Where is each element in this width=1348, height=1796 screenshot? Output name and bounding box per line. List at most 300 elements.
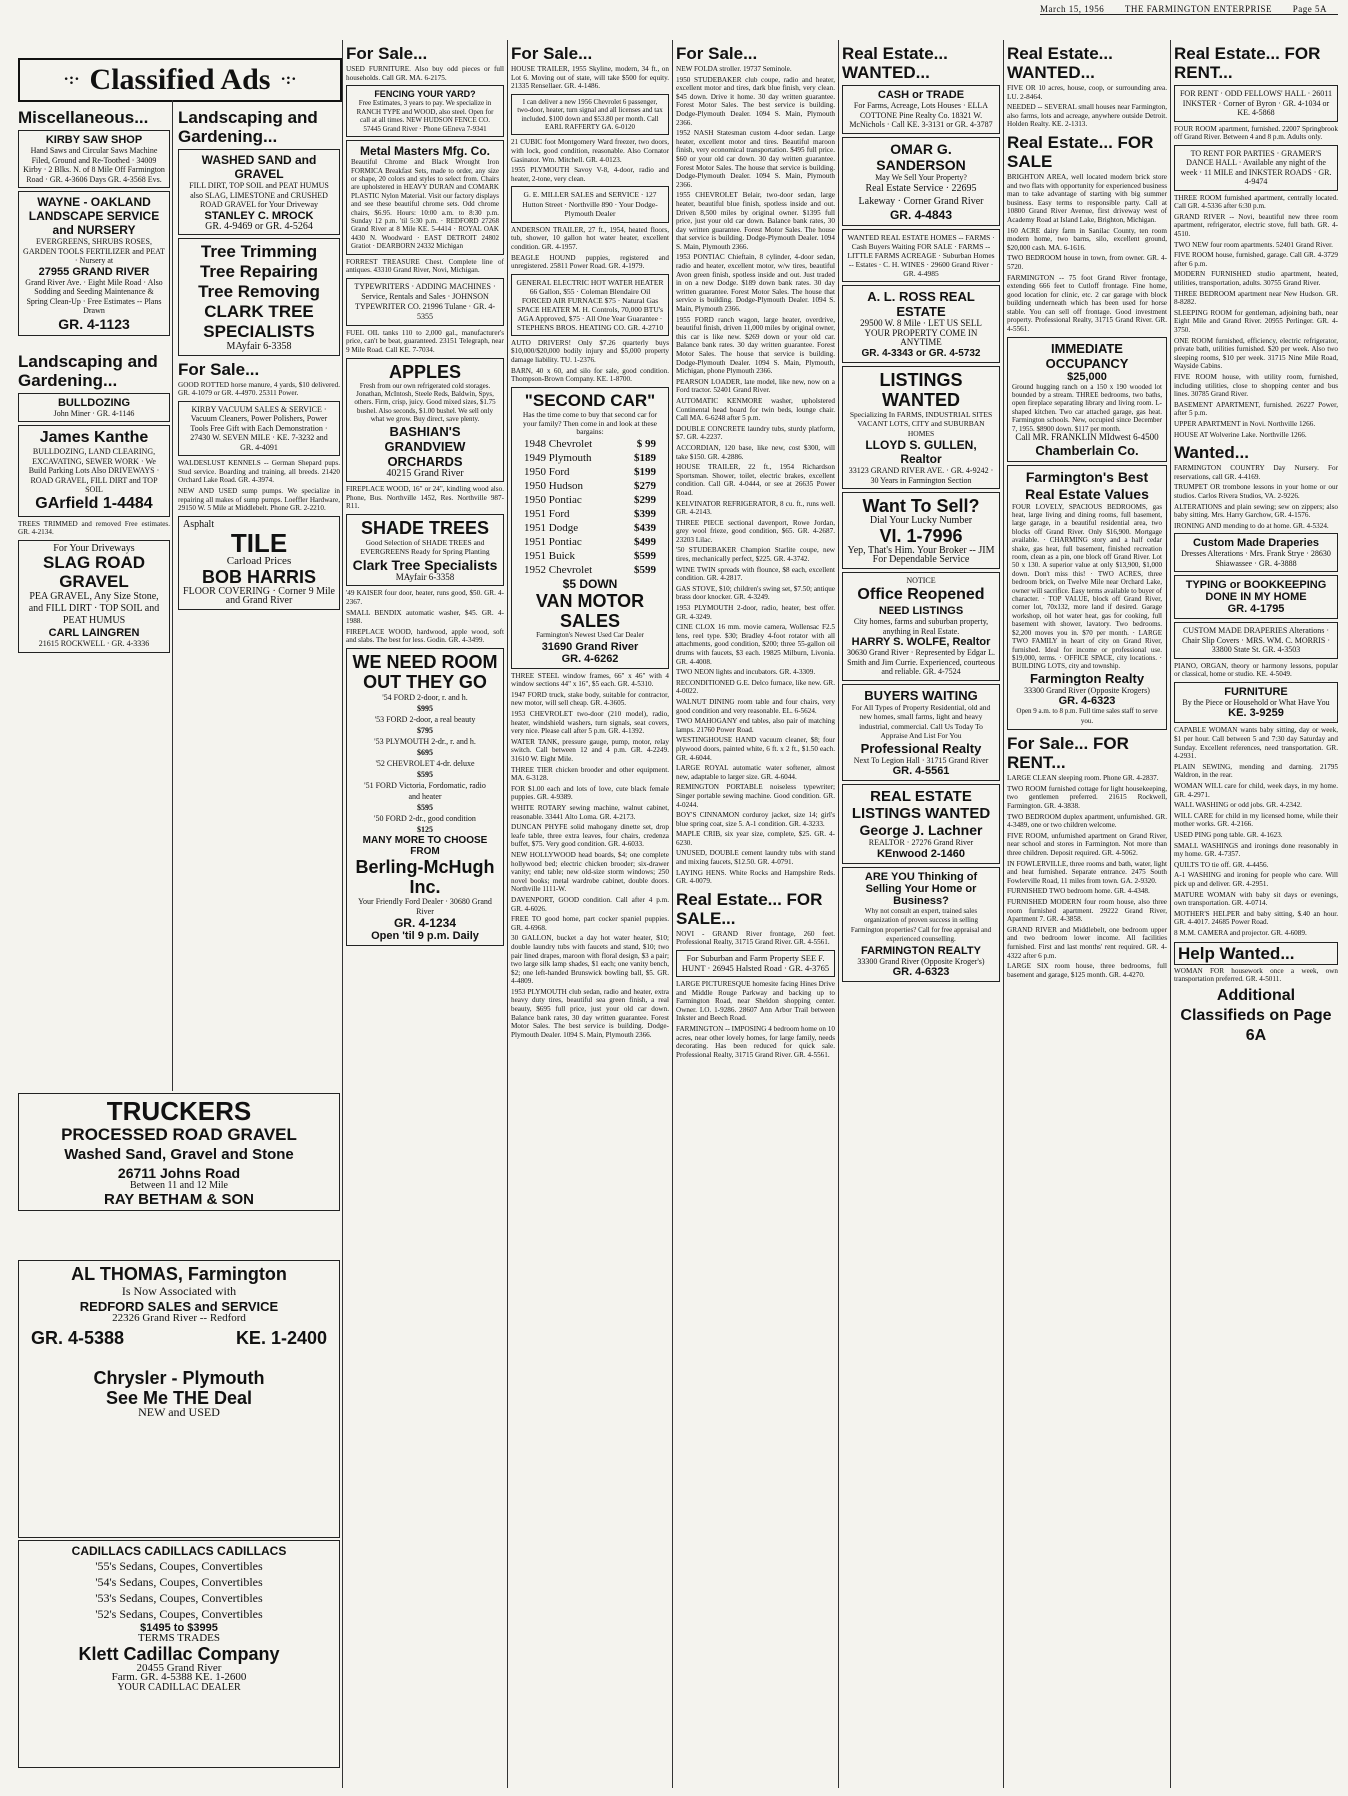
four-room-ad: FOUR ROOM apartment, furnished. 22007 Springbrook off Grand River. Between 4 and 8 p.m. Adults only. bbox=[1174, 124, 1338, 142]
truckers-address: 26711 Johns Road bbox=[117, 1165, 241, 1181]
column-rule bbox=[507, 40, 508, 1788]
dial: Dial Your Lucky Number bbox=[869, 515, 973, 526]
column-rule bbox=[342, 40, 343, 1788]
car-name: '53 PLYMOUTH 2-dr., r. and h. bbox=[374, 737, 476, 746]
metal-title: Metal Masters Mfg. Co. bbox=[359, 144, 491, 159]
cinnamon-ad: BOY'S CINNAMON corduroy jacket, size 14; girl's blue spring coat, size 5. A-1 condition. GR. 4-3233. bbox=[676, 811, 835, 828]
cine-clox-ad: CINE CLOX 16 mm. movie camera, Wollensac F2.5 lens, reel type. $30; Bradley 4-foot rotator with all attachments, good condition, $200; three 55-gallon oil drums with faucets, $3 each. 19825 Milburn, Livonia. GR. 4-4008. bbox=[676, 623, 835, 666]
spaniel-ad: FREE TO good home, part cocker spaniel puppies. GR. 4-6968. bbox=[511, 915, 669, 932]
mothers-helper-ad: MOTHER'S HELPER and baby sitting, $.40 an hour. GR. 4-4017. 24685 Power Road. bbox=[1174, 909, 1338, 927]
header-page: Page 5A bbox=[1292, 4, 1328, 14]
kenmore-ad: AUTOMATIC KENMORE washer, upholstered Continental head board for twin beds, lounge chair. Call MA. 6-6248 after 5 p.m. bbox=[676, 396, 835, 423]
cash-body: For Farms, Acreage, Lots Houses · ELLA COTTONE Pine Realty Co. 18321 W. McNichols · Call KE. 3-3131 or GR. 4-3787 bbox=[849, 101, 993, 129]
thomas-see-me: See Me THE Deal bbox=[105, 1387, 253, 1408]
car-row bbox=[516, 521, 664, 535]
remington-ad: REMINGTON PORTABLE noiseless typewriter; Singer portable sewing machine. Good condition. GR. 4-0244. bbox=[676, 783, 835, 809]
frontage-ad: FARMINGTON -- 75 foot Grand River frontage, extending 666 feet to Cutloff frontage. Fine home, good location for clinic, etc. 2 car garage with block building underneath which has been used for horse stable. You can sell off frontage. Good investment property. Professional Realty, 31715 Grand River. GR. 4-5561. bbox=[1007, 273, 1167, 334]
column-4 bbox=[511, 40, 669, 1788]
upper-ad: UPPER APARTMENT in Novi. Northville 1266. bbox=[1174, 419, 1316, 428]
car-name: '51 FORD Victoria, Fordomatic, radio and heater bbox=[364, 781, 486, 801]
best-phone: GR. 4-6323 bbox=[1058, 695, 1116, 708]
column-2 bbox=[178, 104, 340, 1089]
header-date: March 15, 1956 bbox=[1040, 4, 1105, 14]
needed-ad: NEEDED -- SEVERAL small houses near Farmington, also farms, lots and acreage, anywhere outside Detroit. Holden Realty. KE. 2-1313. bbox=[1007, 103, 1167, 129]
bashian-address: 40215 Grand River bbox=[386, 467, 464, 479]
furniture-title: FURNITURE bbox=[1224, 685, 1288, 698]
car-price: $199 bbox=[634, 466, 656, 479]
truckers-line1: PROCESSED ROAD GRAVEL bbox=[61, 1125, 297, 1144]
trumpet-ad: TRUMPET OR trombone lessons in your home or our studios. Carlos Rivera Studios, VA. 2-9226. bbox=[1174, 483, 1338, 500]
brooder-ad: THREE TIER chicken brooder and other equipment. MA. 6-3128. bbox=[511, 765, 669, 783]
miller-body: G. E. MILLER SALES and SERVICE · 127 Hutton Street · Northville 890 · Your Dodge-Plymouth Dealer bbox=[522, 190, 658, 219]
car-name: 1951 Pontiac bbox=[524, 536, 582, 549]
cadillac-line-53: '53's Sedans, Coupes, Convertibles bbox=[95, 1591, 263, 1605]
three-bedroom-ad: THREE BEDROOM apartment near New Hudson. GR. 8-8282. bbox=[1174, 289, 1338, 307]
column-rule bbox=[172, 100, 173, 1091]
column-7 bbox=[1007, 40, 1167, 1788]
draperies-body: Dresses Alterations · Mrs. Frank Strye · 28630 Shiawassee · GR. 4-3888 bbox=[1181, 549, 1331, 568]
car-name: '54 FORD 2-door, r. and h. bbox=[382, 693, 468, 702]
fowlerville-ad: IN FOWLERVILLE, three rooms and bath, water, light and heat furnished. Separate entrance. 2475 South Fowlerville Road, 11 miles from town. GA. 2-9320. bbox=[1007, 859, 1167, 885]
cadillac-price: $1495 to $3995 bbox=[140, 1622, 218, 1634]
clark2-phone: MAyfair 6-3358 bbox=[395, 571, 455, 582]
studebaker-ad: 1950 STUDEBAKER club coupe, radio and heater, excellent motor and tires, dark blue finish, very clean. $45 down. Drive it home. 30 day written guarantee. Forest Motor Sales. The best service is building. Dodge-Plymouth Dealer. 1094 S. Main, Plymouth 2366. bbox=[676, 75, 835, 127]
typewriters-ad bbox=[346, 278, 504, 326]
slag-address: 21615 ROCKWELL · GR. 4-3336 bbox=[38, 639, 150, 649]
car-price: $995 bbox=[417, 704, 433, 713]
buyers-ad bbox=[842, 684, 1000, 782]
kanthe-ad bbox=[18, 425, 170, 517]
hunt-ad bbox=[676, 950, 835, 977]
page-header bbox=[1040, 4, 1338, 15]
prof-body: Next To Legion Hall · 31715 Grand River bbox=[853, 755, 989, 765]
slag-body: PEA GRAVEL, Any Size Stone, and FILL DIRT · TOP SOIL and PEAT HUMUS bbox=[28, 591, 160, 627]
thomas-gr-phone: GR. 4-5388 bbox=[31, 1327, 125, 1348]
car-row bbox=[516, 465, 664, 479]
column-3 bbox=[346, 40, 504, 1788]
sanderson-body: Real Estate Service · 22695 Lakeway · Corner Grand River bbox=[858, 183, 984, 207]
section-for-sale-rent: For Sale... FOR RENT... bbox=[1007, 734, 1129, 773]
prof-name: Professional Realty bbox=[860, 740, 982, 756]
farm-realty-phone: GR. 4-6323 bbox=[892, 966, 950, 978]
woman-care-ad: WOMAN WILL care for child, week days, in my home. GR. 4-2971. bbox=[1174, 782, 1338, 799]
car-row bbox=[351, 692, 499, 714]
truckers-title: TRUCKERS bbox=[106, 1096, 252, 1126]
tree-removing: Tree Removing bbox=[198, 282, 320, 301]
header-paper: THE FARMINGTON ENTERPRISE bbox=[1124, 4, 1273, 14]
custom-body: CUSTOM MADE DRAPERIES Alterations · Chair Slip Covers · MRS. WM. C. MORRIS · 33800 State St. GR. 4-3503 bbox=[1181, 626, 1331, 655]
lachner-body: REALTOR · 27276 Grand River bbox=[868, 838, 974, 847]
cash-or-trade-ad bbox=[842, 85, 1000, 134]
car-row bbox=[516, 479, 664, 493]
ping-pong-ad: USED PING pong table. GR. 4-1623. bbox=[1174, 831, 1283, 839]
clark-phone: MAyfair 6-3358 bbox=[226, 341, 292, 352]
car-row bbox=[516, 535, 664, 549]
dairy-farm-ad: 160 ACRE dairy farm in Sanilac County, ten room modern home, two barns, silo, excellent ground, $20,000 cash. MA. 6-1616. bbox=[1007, 226, 1167, 252]
ford-47-ad: 1947 FORD truck, stake body, suitable for contractor, new motor, will sell cheap. GR. 4-3605. bbox=[511, 690, 669, 708]
chev-53-ad: 1953 CHEVROLET two-door (210 model), radio, heater, windshield washers, turn signals, seat covers, very nice. Please call after 5 p.m. GR. 4-1392. bbox=[511, 710, 669, 736]
fencing-ad bbox=[346, 85, 504, 137]
need-body: City homes, farms and suburban property, anything in Real Estate. bbox=[853, 617, 989, 636]
odd-fellows-ad bbox=[1174, 85, 1338, 122]
room-title: WE NEED ROOM OUT THEY GO bbox=[352, 652, 498, 692]
column-8 bbox=[1174, 40, 1338, 1788]
immediate-occupancy: IMMEDIATE OCCUPANCY bbox=[1045, 340, 1129, 371]
wayne-title: WAYNE - OAKLAND LANDSCAPE SERVICE and NURSERY bbox=[28, 195, 160, 237]
cadillac-dealer: YOUR CADILLAC DEALER bbox=[117, 1681, 241, 1693]
studebaker-50-ad: '50 STUDEBAKER Champion Starlite coupe, new tires, mechanically perfect, $225. GR. 4-3742. bbox=[676, 546, 835, 564]
car-name: 1950 Hudson bbox=[524, 480, 583, 493]
fuel-oil-ad: FUEL OIL tanks 110 to 2,000 gal., manufacturer's price, can't be beat, guaranteed. 23151 Telegraph, near 9 Mile Road. Call KE. 7-7034. bbox=[346, 328, 504, 355]
wayne-oakland-ad bbox=[18, 191, 170, 336]
kaiser-ad: '49 KAISER four door, heater, runs good, $50. GR. 4-2367. bbox=[346, 589, 504, 607]
title-star-left-icon: ·:· bbox=[63, 71, 80, 88]
section-re-sale-7: Real Estate... FOR SALE bbox=[1007, 132, 1154, 171]
best-values-ad bbox=[1007, 465, 1167, 731]
car-row bbox=[351, 714, 499, 736]
imposing-ad: FARMINGTON -- IMPOSING 4 bedroom home on 10 acres, near other lovely homes, for large family, needs decorating. Has been reduced for quick sale. Professional Realty, 31715 Grand River. GR. 4-5561. bbox=[676, 1025, 835, 1059]
trailer-22-ad: HOUSE TRAILER, 22 ft., 1954 Richardson Sportsman. Shower, toilet, electric brakes, excellent condition. Call GR. 4-0444, or see at 26635 Power Road. bbox=[676, 463, 835, 497]
ross-name: A. L. ROSS REAL ESTATE bbox=[867, 289, 975, 319]
mature-woman-ad: MATURE WOMAN with baby sit days or evenings, own transportation. GR. 4-0714. bbox=[1174, 890, 1338, 908]
office-reopened: Office Reopened bbox=[857, 586, 985, 603]
car-price: $125 bbox=[417, 825, 433, 834]
kirby-title: KIRBY SAW SHOP bbox=[45, 134, 143, 146]
unused-tubs-ad: UNUSED, DOUBLE cement laundry tubs with stand and mixing faucets, $12.50. GR. 4-0791. bbox=[676, 849, 835, 867]
are-you-title: ARE YOU Thinking of Selling Your Home or Business? bbox=[864, 870, 978, 907]
help-wanted-ad: WOMAN FOR housework once a week, own transportation preferred. GR. 4-5011. bbox=[1174, 966, 1338, 984]
thomas-line2: REDFORD SALES and SERVICE bbox=[79, 1299, 279, 1314]
novi-apt-ad: GRAND RIVER -- Novi, beautiful new three room apartment, refrigerator, electric stove, full bath. GR. 4-4510. bbox=[1174, 212, 1338, 239]
duplex-ad: TWO BEDROOM duplex apartment, unfurnished. GR. 4-3489, one or two children welcome. bbox=[1007, 812, 1167, 830]
car-name: '50 FORD 2-dr., good condition bbox=[374, 814, 476, 823]
thomas-address: 22326 Grand River -- Redford bbox=[112, 1312, 246, 1324]
miner-name: John Miner · GR. 4-1146 bbox=[53, 408, 135, 418]
gullen-name: LLOYD S. GULLEN, Realtor bbox=[865, 438, 977, 466]
ross-ad bbox=[842, 285, 1000, 363]
three-room-ad: THREE ROOM furnished apartment, centrally located. Call GR. 4-5336 after 6:30 p.m. bbox=[1174, 193, 1338, 211]
car-price: $595 bbox=[417, 803, 433, 812]
bashian-name: BASHIAN'S GRANDVIEW ORCHARDS bbox=[384, 423, 466, 469]
gas-stove-ad: GAS STOVE, $10; children's swing set, $7.50; antique brass door knocker. GR. 4-3249. bbox=[676, 584, 835, 602]
five-room-ad: FIVE ROOM, unfurnished apartment on Grand River, near school and stores in Farmington. Not more than three children. Deposit required. GR. 4-5062. bbox=[1007, 831, 1167, 857]
thomas-chrysler: Chrysler - Plymouth bbox=[93, 1367, 265, 1388]
chamberlain-name: Chamberlain Co. bbox=[1035, 442, 1139, 458]
thomas-phones bbox=[23, 1324, 335, 1352]
nursery-ad: FARMINGTON COUNTRY Day Nursery. For reservations, call GR. 4-4169. bbox=[1174, 464, 1338, 481]
typing-ad bbox=[1174, 575, 1338, 619]
berling-name: Berling-McHugh Inc. bbox=[355, 857, 495, 897]
bendix-ad: SMALL BENDIX automatic washer, $45. GR. 4-1988. bbox=[346, 608, 504, 626]
car-row bbox=[351, 780, 499, 813]
chamberlain-ad bbox=[1007, 337, 1167, 462]
car-name: '52 CHEVROLET 4-dr. deluxe bbox=[375, 759, 475, 768]
fireplace-wood-ad: FIREPLACE WOOD, 16" or 24", kindling wood also. Phone, Bus. Northville 1452, Res. Northville 987-R11. bbox=[346, 485, 504, 511]
wayne-more: Grand River Ave. · Eight Mile Road · Also Sodding and Seeding Maintenance & Spring Clean-Up · Free Estimates -- Plans Drawn bbox=[25, 277, 163, 315]
imm-body: Ground hugging ranch on a 150 x 190 wooded lot bounded by a stream. THREE bedrooms, two baths, open fireplace separating library and living room. L-shaped kitchen. Two car attached garage, gas heat. Farmington schools. New, occupied since December 7, 1955. $8900 down. $117 per month. bbox=[1012, 382, 1162, 433]
kanthe-phone: GArfield 1-4484 bbox=[35, 494, 153, 512]
five-room-house-ad: FIVE ROOM house, furnished, garage. Call GR. 4-3729 after 6 p.m. bbox=[1174, 251, 1338, 268]
slag-title: SLAG ROAD GRAVEL bbox=[43, 553, 145, 592]
studio-ad: MODERN FURNISHED studio apartment, heated, utilities, transportation, adults. 30755 Grand River. bbox=[1174, 270, 1338, 288]
kanthe-body: BULLDOZING, LAND CLEARING, EXCAVATING, SEWER WORK · We Build Parking Lots Also DRIVEWAYS · ROAD GRAVEL, FILL DIRT and TOP SOIL bbox=[28, 447, 160, 494]
kanthe-name: James Kanthe bbox=[39, 429, 149, 446]
second-car-list bbox=[516, 437, 664, 577]
van-motor-sales: VAN MOTOR SALES bbox=[535, 591, 645, 632]
loader-ad: PEARSON LOADER, late model, like new, now on a Ford tractor. 52401 Grand River. bbox=[676, 377, 835, 395]
car-name: 1950 Pontiac bbox=[524, 494, 582, 507]
typing-phone: GR. 4-1795 bbox=[1227, 603, 1285, 616]
neon-ad: TWO NEON lights and incubators. GR. 4-3309. bbox=[676, 668, 816, 677]
bob-body: FLOOR COVERING · Corner 9 Mile and Grand River bbox=[183, 585, 335, 607]
alterations-ad: ALTERATIONS and plain sewing; sew on zippers; also baby sitting. Mrs. Harry Garchow, GR. 4-1576. bbox=[1174, 502, 1338, 520]
two-new-ad: TWO NEW four room apartments. 52401 Grand River. bbox=[1174, 240, 1333, 249]
wall-washing-ad: WALL WASHING or odd jobs. GR. 4-2342. bbox=[1174, 801, 1302, 810]
car-price: $795 bbox=[417, 726, 433, 735]
freezer-ad: 21 CUBIC foot Montgomery Ward freezer, two doors, with lock, good condition, reasonable. Also Cornator Gasinator. Wm. Mitchell. GR. 4-0123. bbox=[511, 138, 669, 164]
kirby-vacuum-ad bbox=[178, 401, 340, 457]
camera-ad: 8 M.M. CAMERA and projector. GR. 4-6089. bbox=[1174, 928, 1307, 937]
homesite-ad: LARGE PICTURESQUE homesite facing Hines Drive and Middle Rouge Parkway and backing up to Farmington Road, near Sheldon shopping center. Owner. LO. 1-9286. 28607 Ann Arbor Trail between Inkster and Beech Road. bbox=[676, 980, 835, 1023]
kirby-body: Hand Saws and Circular Saws Machine Filed, Ground and Re-Toothed · 34009 Kirby · 2 Blks. N. of 8 Mile Off Farmington Road · GR. 4-3606 Days GR. 4-3568 Evs. bbox=[23, 146, 165, 184]
draperies-title: Custom Made Draperies bbox=[1193, 537, 1319, 550]
mahogany-ad: TWO MAHOGANY end tables, also pair of matching lamps. 21760 Power Road. bbox=[676, 717, 835, 734]
car-row bbox=[516, 563, 664, 577]
accordion-ad: ACCORDIAN, 120 base, like new, cost $300, will take $150. GR. 4-2886. bbox=[676, 443, 835, 461]
thomas-title: AL THOMAS, Farmington bbox=[71, 1264, 287, 1284]
wine-spreads-ad: WINE TWIN spreads with flounce, $8 each, excellent condition. GR. 4-2817. bbox=[676, 565, 835, 583]
wayne-phone: GR. 4-1123 bbox=[58, 315, 130, 332]
gullen-body: 33123 GRAND RIVER AVE. · GR. 4-9242 · 30 Years in Farmington Section bbox=[848, 466, 994, 485]
clark-tree-ad bbox=[178, 238, 340, 356]
hunt-body: For Suburban and Farm Property SEE F. HUNT · 26945 Halsted Road · GR. 4-3765 bbox=[681, 953, 830, 973]
car-list bbox=[351, 692, 499, 835]
fencing-body: Free Estimates, 3 years to pay. We specialize in RANCH TYPE and WOOD, also steel. Open for call at all times. NEW HUDSON FENCE CO. 57445 Grand River · Phone GEneva 7-9341 bbox=[356, 99, 494, 133]
gullen-ad bbox=[842, 366, 1000, 490]
best-title: Farmington's Best Real Estate Values bbox=[1025, 468, 1149, 502]
shade-title: SHADE TREES bbox=[360, 517, 490, 538]
trees-trimmed-ad: TREES TRIMMED and removed Free estimates. GR. 4-2134. bbox=[18, 519, 170, 537]
one-room-ad: ONE ROOM furnished, efficiency, electric refrigerator, private bath, utilities furnished. $20 per week. Also two sleeping rooms, $10 per week. 31715 Nine Mile Road, Wayside Cabins. bbox=[1174, 336, 1338, 371]
ford-55-ad: 1955 FORD ranch wagon, large heater, overdrive, beautiful finish, driven 11,000 miles by original owner, this car is like new. $269 down or your old car. Balance bank rates. 30 day written guarantee. Forest Motor Sales. The house that service is building. Dodge-Plymouth Dealer. 1094 S. Main, Plymouth, Michigan, phone Plymouth 2366. bbox=[676, 315, 835, 376]
imm-price: $25,000 bbox=[1067, 370, 1107, 383]
sanderson-question: May We Sell Your Property? bbox=[875, 172, 967, 182]
title-text: Classified Ads bbox=[89, 63, 271, 96]
chevrolet-55-ad: 1955 CHEVROLET Belair, two-door sedan, large heater, beautiful blue finish, spotless inside and out. Driven 8,500 miles by original owner. $1395 full price, just your old car down. Balance bank rates, 30 day written guarantee. Forest Motor Sales. The house that service is building. Dodge-Plymouth Dealer. 1094 S. Main, Plymouth 2366. bbox=[676, 191, 835, 251]
large-six-ad: LARGE SIX room house, three bedrooms, full basement and garage, $125 month. GR. 4-4270. bbox=[1007, 962, 1167, 979]
cadillac-head: CADILLACS CADILLACS CADILLACS bbox=[71, 1544, 287, 1558]
section-landscaping-2: Landscaping and Gardening... bbox=[178, 108, 318, 146]
clark2-name: Clark Tree Specialists bbox=[352, 556, 498, 573]
bulldozing-title: BULLDOZING bbox=[57, 396, 131, 409]
tile-ad bbox=[178, 516, 340, 610]
shade-body: Good Selection of SHADE TREES and EVERGREENS Ready for Spring Planting bbox=[360, 537, 490, 557]
car-name: 1951 Ford bbox=[524, 508, 570, 521]
used-furniture-ad: USED FURNITURE. Also buy odd pieces or full households. Call GR. MA. 6-2175. bbox=[346, 65, 504, 82]
cash-title: CASH or TRADE bbox=[877, 89, 965, 101]
ross-body: 29500 W. 8 Mile · LET US SELL YOUR PROPERTY COME IN ANYTIME bbox=[860, 318, 982, 347]
metal-masters-ad bbox=[346, 140, 504, 254]
cadillac-name: Klett Cadillac Company bbox=[78, 1643, 280, 1664]
hollywood-ad: NEW HOLLYWOOD head boards, $4; one complete hollywood bed; electric chicken brooder; six-drawer vanity; end table; new old-size storm windows; 250 novel books; metal wardrobe cabinet, double doors. Northville 1111-W. bbox=[511, 850, 669, 894]
car-row bbox=[516, 549, 664, 563]
cadillac-terms: TERMS TRADES bbox=[137, 1632, 220, 1644]
best-body: FOUR LOVELY, SPACIOUS BEDROOMS, gas heat, large living and dining rooms, full basement, large garage, in a beautiful residential area, two blocks off Grand River. Only $16,900. Mortgage available. · CHARMING story and a half cedar shake, gas heat, full basement, finished recreation room, clean as a pin, one block off Grand River. Lot 50 x 130. A superior value at only $13,900, $1,000 down. Don't miss this! · TWO ACRES, three bedroom brick, on Twelve Mile near Orchard Lake, owner will sacrifice. Easy terms available to buyer of character. · TOP VALUE, block off Grand River, corner lot, 70x132, more land if desired. Garage workshop, oil hot water heat, gas for cooking, full basement with shower, lavatory. Two bedrooms. $2,200 moves you in. $70 per month. · LARGE TWO FAMILY in heart of city on Grand River, furnished. Ideal for income or professional use. $19,000, terms. · OFFICE SPACE, city locations. · BUILDING LOTS, city and township. bbox=[1012, 502, 1162, 671]
car-row bbox=[516, 437, 664, 451]
bulldozing-ad bbox=[18, 393, 170, 423]
stephens-heating-ad bbox=[511, 274, 669, 336]
cadillac-phones: Farm. GR. 4-5388 KE. 1-2600 bbox=[111, 1671, 247, 1683]
franklin: Call MR. FRANKLIN MIdwest 6-4500 bbox=[1015, 432, 1159, 443]
wolfe-name: HARRY S. WOLFE, Realtor bbox=[851, 636, 991, 648]
westinghouse-ad: WESTINGHOUSE HAND vacuum cleaner, $8; four plywood doors, painted white, 6 ft. x 2 ft., $1.50 each. GR. 4-6044. bbox=[676, 736, 835, 762]
section-landscaping: Landscaping and Gardening... bbox=[18, 351, 158, 390]
clark-title: CLARK TREE SPECIALISTS bbox=[203, 302, 315, 341]
brighton-ad: BRIGHTON AREA, well located modern brick store and two flats with opportunity for experienced business man to take advantage of starting with big summer business. Easy terms to responsible party. Call at 10800 Grand River Avenue, first driveway west of Academy Road at Island Lake, Brighton, Michigan. bbox=[1007, 172, 1167, 224]
two-bedroom-ad: TWO BEDROOM house in town, from owner. GR. 4-5720. bbox=[1007, 254, 1167, 271]
column-1 bbox=[18, 104, 170, 1089]
car-row bbox=[516, 451, 664, 465]
best-realty: Farmington Realty bbox=[1029, 670, 1145, 686]
maple-crib-ad: MAPLE CRIB, six year size, complete, $25. GR. 4-6230. bbox=[676, 830, 835, 847]
van-body: Farmington's Newest Used Car Dealer bbox=[536, 631, 644, 640]
middlebelt-ad: GRAND RIVER and Middlebelt, one bedroom upper and two bedroom lower income. All facilities furnished. First and last months' rent required. GR. 4-4322 after 6 p.m. bbox=[1007, 925, 1167, 960]
column-6 bbox=[842, 40, 1000, 1788]
washed-body: FILL DIRT, TOP SOIL and PEAT HUMUS also SLAG, LIMESTONE and CRUSHED ROAD GRAVEL for Your Driveway bbox=[189, 181, 329, 209]
puppies-ad: FOR $1.00 each and lots of love, cute black female puppies. GR. 4-9389. bbox=[511, 784, 669, 802]
sleeping-room-ad: LARGE CLEAN sleeping room. Phone GR. 4-2837. bbox=[1007, 774, 1159, 783]
plain-sewing-ad: PLAIN SEWING, mending and darning. 21795 Waldron, in the rear. bbox=[1174, 762, 1338, 780]
berling-phone: GR. 4-1234 bbox=[393, 916, 457, 930]
plymouth-53b-ad: 1953 PLYMOUTH 2-door, radio, heater, best offer. GR. 4-3249. bbox=[676, 604, 835, 621]
plymouth-55-ad: 1955 PLYMOUTH Savoy V-8, 4-door, radio and heater, 2-tone, very clean. bbox=[511, 166, 669, 183]
wolfe-body: 30630 Grand River · Represented by Edgar L. Smith and Jim Currie. Experienced, courteous and reliable. GR. 4-7524 bbox=[847, 648, 995, 676]
car-name: 1950 Ford bbox=[524, 466, 570, 479]
wines-body: WANTED REAL ESTATE HOMES -- FARMS · Cash Buyers Waiting FOR SALE · FARMS -- LITTLE FARMS ACREAGE · Suburban Homes -- Estates · C. H. WINES · 29600 Grand River · GR. 4-4985 bbox=[847, 233, 995, 278]
rotary-ad: WHITE ROTARY sewing machine, walnut cabinet, reasonable. 33441 Alto Loma. GR. 4-2173. bbox=[511, 804, 669, 821]
dance-hall-ad bbox=[1174, 145, 1338, 191]
metal-body: Beautiful Chrome and Black Wrought Iron FORMICA Breakfast Sets, made to order, any size or shape, 20 colors and styles to select from. Chairs are upholstered in HEAVY DURAN and COMARK PLASTIC Nylon Material. Visit our factory displays and see these beautiful chrome sets. Odd chrome chairs, $6.95. Hours: 10:00 a.m. to 8:30 p.m. Sunday 12 p.m. 'til 5:30 p.m. · REDFORD 27268 Grand River at 8 Mile KE. 5-4414 · ROYAL OAK 4430 N. Woodward · EAST DETROIT 24802 Gratiot · DEARBORN 24332 Michigan bbox=[351, 158, 499, 251]
typewriters-body: TYPEWRITERS · ADDING MACHINES · Service, Rentals and Sales · JOHNSON TYPEWRITER CO. 21996 Tulane · GR. 4-5355 bbox=[354, 281, 496, 321]
washed-sand-ad bbox=[178, 149, 340, 235]
stephens-body: GENERAL ELECTRIC HOT WATER HEATER 66 Gallon, $55 · Coleman Blendaire Oil FORCED AIR FURNACE $75 · Natural Gas SPACE HEATER M. H. Controls, 70,000 BTU's AGA Approved, $75 · All One Year Guarantee · STEPHENS BROS. HEATING CO. GR. 4-2710 bbox=[516, 277, 664, 332]
section-for-sale-4: For Sale... bbox=[511, 44, 593, 63]
column-rule bbox=[1003, 40, 1004, 1788]
section-re-wanted-7: Real Estate... WANTED... bbox=[1007, 44, 1113, 82]
car-price: $279 bbox=[634, 480, 656, 493]
notice: NOTICE bbox=[906, 575, 936, 585]
car-name: 1952 Chevrolet bbox=[524, 564, 593, 577]
furniture-phone: KE. 3-9259 bbox=[1228, 707, 1284, 720]
lachner-phone: KEnwood 2-1460 bbox=[876, 847, 966, 860]
thomas-new: NEW and USED bbox=[138, 1404, 220, 1419]
want-to-sell-ad bbox=[842, 492, 1000, 569]
will-care-ad: WILL CARE for child in my licensed home, while their mother works. GR. 4-2166. bbox=[1174, 811, 1338, 829]
manure-ad: GOOD ROTTED horse manure, 4 yards, $10 delivered. GR. 4-1079 or GR. 4-4970. 25311 Power. bbox=[178, 380, 340, 398]
miller-ad bbox=[511, 186, 669, 223]
car-name: 1949 Plymouth bbox=[524, 452, 592, 465]
wayne-address: 27955 GRAND RIVER bbox=[38, 265, 150, 278]
car-row bbox=[516, 507, 664, 521]
second-car-ad bbox=[511, 387, 669, 669]
car-name: 1951 Buick bbox=[524, 550, 576, 563]
cadillac-line-54: '54's Sedans, Coupes, Convertibles bbox=[95, 1575, 263, 1589]
car-name: 1948 Chevrolet bbox=[524, 438, 593, 451]
pumps-ad: NEW AND USED sump pumps. We specialize in repairing all makes of sump pumps. Loeffler Hardware, 29150 W. 5 Mile at Middlebelt. Phone GR. 2-2210. bbox=[178, 486, 340, 513]
section-for-sale: For Sale... bbox=[178, 359, 260, 379]
chevy-body: I can deliver a new 1956 Chevrolet 6 passenger, two-door, heater, turn signal and all licenses and tax included. $100 down and $53.80 per month. Call EARL RAFFERTY GA. 6-0120 bbox=[517, 97, 663, 131]
listings-wanted: LISTINGS WANTED bbox=[879, 369, 963, 410]
berling-hours: Open 'til 9 p.m. Daily bbox=[371, 930, 479, 942]
house-trailer-ad: HOUSE TRAILER, 1955 Skyline, modern, 34 ft., on Lot 6. Moving out of state, will take $500 for equity. 21335 Rensellaer. GR. 4-1486. bbox=[511, 65, 669, 91]
car-price: $ 99 bbox=[636, 438, 656, 451]
gallon-ad: 30 GALLON, bucket a day hot water heater, $10; double laundry tubs with faucets and stand, $10; two pair lined drapes, maroon with floral design, $3 a pair; two large silk lamp shades, $1 each; one vanity bench, $2; one left-handed Brunswick bowling ball, $5. GR. 4-4809. bbox=[511, 934, 669, 986]
column-rule bbox=[672, 40, 673, 1788]
davenport-ad: DAVENPORT, GOOD condition. Call after 4 p.m. GR. 4-6026. bbox=[511, 895, 669, 913]
section-for-sale-5: For Sale... bbox=[676, 44, 758, 63]
car-name: '53 FORD 2-door, a real beauty bbox=[374, 715, 476, 724]
buyers-title: BUYERS WAITING bbox=[864, 687, 978, 703]
pontiac-53-ad: 1953 PONTIAC Chieftain, 8 cylinder, 4-door sedan, radio and heater, excellent motor, w/w tires, beautiful Avon green finish, spotless inside and out. Just traded in on a new Dodge. $189 down bank rates. 30 day written guarantee. Forest Motor Sales. The house that service is building. Dodge-Plymouth Dealer. 1094 S. Main, Plymouth 2366. bbox=[676, 253, 835, 314]
truckers-line2: Washed Sand, Gravel and Stone bbox=[64, 1146, 294, 1163]
wolfe-ad bbox=[842, 572, 1000, 681]
section-help-wanted: Help Wanted... bbox=[1174, 942, 1338, 965]
ironing-ad: IRONING AND mending to do at home. GR. 4-5324. bbox=[1174, 521, 1329, 530]
many-more: MANY MORE TO CHOOSE FROM bbox=[362, 835, 488, 857]
section-wanted: Wanted... bbox=[1174, 443, 1249, 463]
novi-frontage-ad: NOVI - GRAND River frontage, 260 feet. Professional Realty, 31715 Grand River. GR. 4-5561. bbox=[676, 929, 835, 947]
best-hours: Open 9 a.m. to 8 p.m. Full time sales staff to serve you. bbox=[1016, 707, 1158, 725]
small-washings-ad: SMALL WASHINGS and ironings done reasonably in my home. GR. 4-7357. bbox=[1174, 841, 1338, 859]
quilts-ad: QUILTS TO tie off. GR. 4-4456. bbox=[1174, 860, 1269, 869]
car-price: $599 bbox=[634, 564, 656, 577]
barn-ad: BARN, 40 x 60, and silo for sale, good condition. Thompson-Brown Company. KE. 1-8700. bbox=[511, 366, 669, 384]
apples-title: APPLES bbox=[388, 361, 462, 382]
car-price: $599 bbox=[634, 550, 656, 563]
van-address: 31690 Grand River bbox=[541, 640, 639, 653]
slag-intro: For Your Driveways bbox=[53, 542, 135, 554]
prof-phone: GR. 4-5561 bbox=[892, 765, 950, 777]
best-address: 33300 Grand River (Opposite Krogers) bbox=[1024, 685, 1150, 695]
yep: Yep, That's Him. Your Broker -- JIM For Dependable Service bbox=[847, 544, 995, 565]
bob-harris: BOB HARRIS bbox=[201, 566, 316, 587]
classified-ads-title bbox=[18, 58, 342, 102]
delco-ad: RECONDITIONED G.E. Delco furnace, like new. GR. 4-0022. bbox=[676, 678, 835, 696]
shade-trees-ad bbox=[346, 514, 504, 587]
additional-classifieds: Additional Classifieds on Page 6A bbox=[1180, 986, 1332, 1044]
wolverine-ad: HOUSE AT Wolverine Lake. Northville 1266. bbox=[1174, 430, 1307, 439]
title-star-right-icon: ·:· bbox=[280, 71, 297, 88]
ross-phone: GR. 4-3343 or GR. 4-5732 bbox=[861, 347, 981, 359]
sectional-ad: THREE PIECE sectional davenport, Rowe Jordan, grey wool frieze, good condition, $65. GR. 4-2687. 23203 Lilac. bbox=[676, 518, 835, 544]
nash-ad: 1952 NASH Statesman custom 4-door sedan. Large heater, excellent motor and tires. Beautiful maroon finish, very economical transportation. $495 full price. $60 or your old car down. 30 day written guarantee. Forest Motor Sales. The house that service is building. Dodge-Plymouth Dealer. 1094 S. Main, Plymouth 2366. bbox=[676, 129, 835, 189]
furniture-body: By the Piece or Household or What Have You bbox=[1182, 697, 1330, 707]
car-row bbox=[516, 493, 664, 507]
water-tank-ad: WATER TANK, pressure gauge, pump, motor, relay switch. Call between 12 and 4 p.m. GR. 4-2249. 31610 W. Eight Mile. bbox=[511, 737, 669, 764]
modern-house-ad: FURNISHED MODERN four room house, also three room furnished apartment. 29222 Grand River, Apartment 7. GR. 4-3858. bbox=[1007, 897, 1167, 924]
cadillac-address: 20455 Grand River bbox=[136, 1661, 222, 1674]
anderson-trailer-ad: ANDERSON TRAILER, 27 ft., 1954, heated floors, tub, shower, 10 gallon hot water heater, excellent condition. GR. 4-1957. bbox=[511, 225, 669, 252]
car-price: $439 bbox=[634, 522, 656, 535]
column-rule bbox=[1170, 40, 1171, 1788]
car-price: $299 bbox=[634, 494, 656, 507]
sanderson-phone: GR. 4-4843 bbox=[889, 208, 953, 222]
laying-hens-ad: LAYING HENS. White Rocks and Hampshire Reds. GR. 4-0079. bbox=[676, 868, 835, 886]
tile-sub: Carload Prices bbox=[226, 555, 292, 568]
washed-title: WASHED SAND and GRAVEL bbox=[201, 153, 317, 181]
five-down: $5 DOWN bbox=[562, 577, 618, 592]
section-real-estate-wanted: Real Estate... WANTED... bbox=[842, 44, 948, 82]
